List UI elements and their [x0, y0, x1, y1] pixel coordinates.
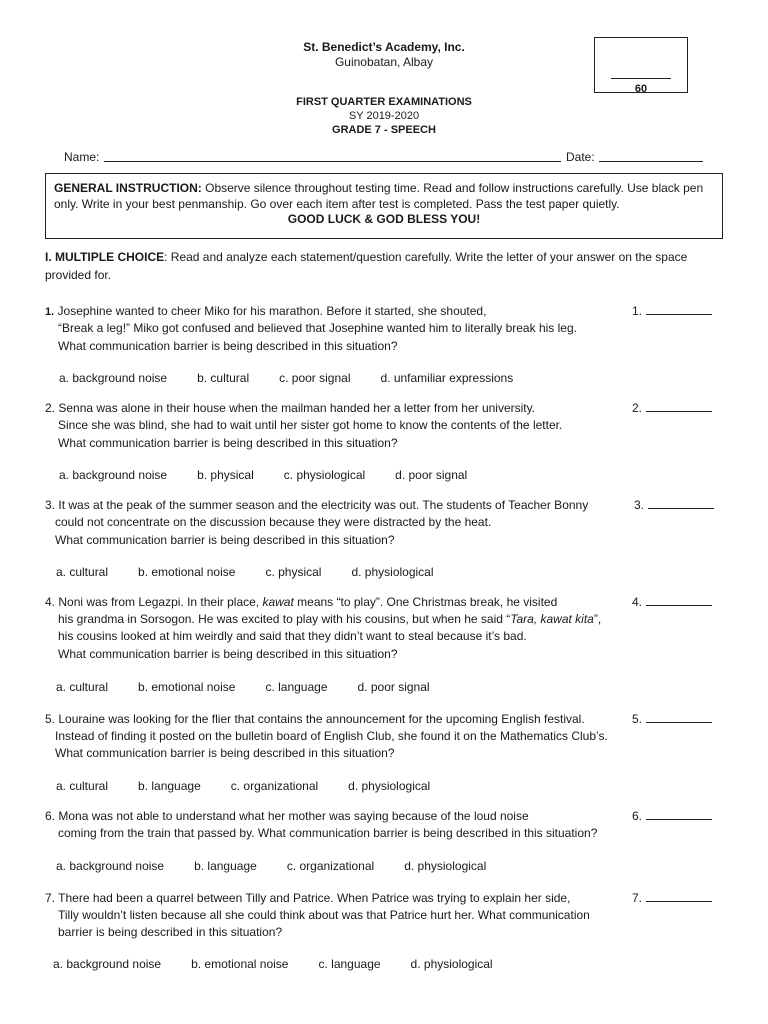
question-line: coming from the train that passed by. What communication barrier is being described in this situation?: [58, 826, 598, 840]
question-text: [45, 595, 557, 609]
question-line: It was at the peak of the summer season and the electricity was out. The students of Teacher Bonny: [58, 498, 589, 512]
choice-d: d. physiological: [410, 957, 493, 971]
name-field[interactable]: [104, 161, 561, 162]
choice-a: a. background noise: [59, 371, 168, 385]
choice-c: c. organizational: [286, 859, 375, 873]
score-box: [594, 37, 688, 93]
section-label: I. MULTIPLE CHOICE: [45, 250, 165, 264]
date-label: Date:: [566, 150, 595, 164]
choice-b: b. language: [138, 779, 201, 793]
instruction-label: GENERAL INSTRUCTION:: [54, 181, 202, 195]
question-text: [45, 712, 585, 726]
question-line: Mona was not able to understand what her mother was saying because of the loud noise: [58, 809, 529, 823]
school-name: St. Benedict’s Academy, Inc.: [303, 40, 465, 54]
choice-d: d. poor signal: [357, 680, 430, 694]
instruction-body: Observe silence throughout testing time. Read and follow instructions carefully. Use black pen only. Write in your best penmanship. Go over each item after test is completed. Pass the test paper quietly.: [54, 181, 704, 211]
choices-3: [56, 565, 464, 579]
choices-4: [56, 680, 460, 694]
answer-blank-1[interactable]: [632, 304, 712, 318]
question-text: [45, 809, 529, 823]
question-number: 3.: [45, 498, 56, 512]
answer-label: 3.: [634, 498, 645, 512]
question-line: “Break a leg!” Miko got confused and believed that Josephine wanted him to literally break his leg.: [58, 321, 577, 335]
question-line: [58, 612, 601, 626]
choice-d: d. physiological: [348, 779, 431, 793]
choice-b: b. emotional noise: [191, 957, 289, 971]
question-number: 1.: [45, 306, 55, 318]
question-number: 7.: [45, 891, 56, 905]
answer-blank-7[interactable]: [632, 891, 712, 905]
choice-b: b. cultural: [197, 371, 250, 385]
question-number: 4.: [45, 595, 56, 609]
choice-c: c. language: [318, 957, 381, 971]
choices-2: [59, 468, 497, 482]
section-text-cont: provided for.: [45, 268, 112, 282]
exam-title: FIRST QUARTER EXAMINATIONS: [296, 96, 472, 108]
question-line: Noni was from Legazpi. In their place,: [58, 595, 263, 609]
score-total: 60: [634, 83, 648, 95]
answer-label: 7.: [632, 891, 643, 905]
choice-d: d. unfamiliar expressions: [380, 371, 514, 385]
question-term: kawat: [262, 595, 294, 609]
choice-a: a. cultural: [56, 565, 109, 579]
date-field[interactable]: [599, 161, 703, 162]
choices-7: [53, 957, 523, 971]
answer-label: 5.: [632, 712, 643, 726]
choice-b: b. emotional noise: [138, 680, 236, 694]
answer-label: 4.: [632, 595, 643, 609]
question-text: [45, 891, 570, 905]
question-line: What communication barrier is being described in this situation?: [55, 533, 395, 547]
question-line: his grandma in Sorsogon. He was excited to play with his cousins, but when he said “: [58, 612, 511, 626]
question-text: [45, 304, 486, 319]
question-line: Since she was blind, she had to wait until her sister got home to know the contents of the letter.: [58, 418, 563, 432]
choice-b: b. physical: [197, 468, 254, 482]
question-line: Louraine was looking for the flier that contains the announcement for the upcoming English festival.: [58, 712, 585, 726]
question-line: What communication barrier is being described in this situation?: [55, 746, 395, 760]
general-instruction-box: [45, 173, 723, 239]
choice-c: c. poor signal: [279, 371, 351, 385]
answer-label: 2.: [632, 401, 643, 415]
section-text: : Read and analyze each statement/question carefully. Write the letter of your answer on the space: [164, 250, 688, 264]
question-line: barrier is being described in this situation?: [58, 925, 283, 939]
score-blank[interactable]: [611, 78, 671, 79]
choice-b: b. emotional noise: [138, 565, 236, 579]
choice-d: d. physiological: [351, 565, 434, 579]
choice-b: b. language: [194, 859, 257, 873]
instruction-closing: GOOD LUCK & GOD BLESS YOU!: [287, 212, 481, 226]
choices-6: [56, 859, 516, 873]
choice-c: c. organizational: [230, 779, 319, 793]
choice-a: a. cultural: [56, 680, 109, 694]
answer-blank-6[interactable]: [632, 809, 712, 823]
choice-d: d. physiological: [404, 859, 487, 873]
choices-1: [59, 371, 543, 385]
choice-a: a. cultural: [56, 779, 109, 793]
answer-blank-3[interactable]: [634, 498, 714, 512]
answer-label: 1.: [632, 304, 643, 318]
answer-blank-2[interactable]: [632, 401, 712, 415]
question-line: What communication barrier is being described in this situation?: [58, 436, 398, 450]
section-heading: [45, 250, 687, 264]
question-line: ”,: [593, 612, 602, 626]
choices-5: [56, 779, 460, 793]
question-line: What communication barrier is being described in this situation?: [58, 647, 398, 661]
choice-d: d. poor signal: [395, 468, 468, 482]
choice-c: c. physical: [265, 565, 322, 579]
question-line: could not concentrate on the discussion because they were distracted by the heat.: [55, 515, 492, 529]
school-location: Guinobatan, Albay: [334, 55, 434, 69]
instruction-text: [54, 180, 718, 212]
question-number: 6.: [45, 809, 56, 823]
question-number: 5.: [45, 712, 56, 726]
question-text: [45, 498, 588, 512]
question-line: Senna was alone in their house when the mailman handed her a letter from her university.: [58, 401, 536, 415]
question-text: [45, 401, 535, 415]
question-line: Instead of finding it posted on the bulletin board of English Club, she found it on the Mathematics Club’s.: [55, 729, 608, 743]
question-line: What communication barrier is being described in this situation?: [58, 339, 398, 353]
answer-blank-5[interactable]: [632, 712, 712, 726]
choice-a: a. background noise: [53, 957, 162, 971]
choice-c: c. physiological: [283, 468, 366, 482]
question-line: his cousins looked at him weirdly and said that they didn’t want to steal because it’s bad.: [58, 629, 527, 643]
question-number: 2.: [45, 401, 56, 415]
question-line: Tilly wouldn’t listen because all she could think about was that Patrice hurt her. What communication: [58, 908, 590, 922]
school-year: SY 2019-2020: [348, 110, 420, 122]
question-line: There had been a quarrel between Tilly and Patrice. When Patrice was trying to explain her side,: [58, 891, 571, 905]
choice-a: a. background noise: [59, 468, 168, 482]
question-term: Tara, kawat kita: [510, 612, 594, 626]
answer-blank-4[interactable]: [632, 595, 712, 609]
name-label: Name:: [64, 150, 100, 164]
grade-subject: GRADE 7 - SPEECH: [332, 124, 436, 136]
choice-a: a. background noise: [56, 859, 165, 873]
choice-c: c. language: [265, 680, 328, 694]
answer-label: 6.: [632, 809, 643, 823]
question-line: means “to play”. One Christmas break, he visited: [293, 595, 558, 609]
question-line: Josephine wanted to cheer Miko for his marathon. Before it started, she shouted,: [57, 304, 487, 318]
